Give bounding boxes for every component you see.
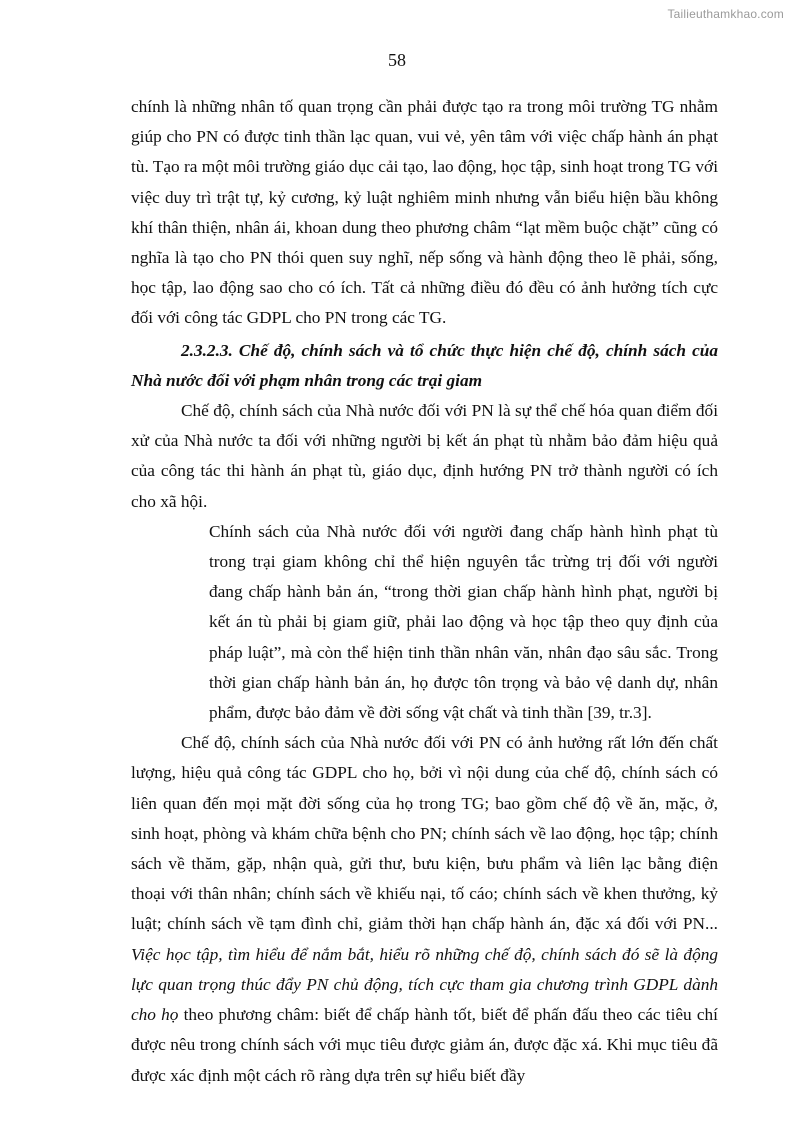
section-heading: 2.3.2.3. Chế độ, chính sách và tổ chức thực hiện chế độ, chính sách của Nhà nước đối với phạm nhân trong các trại giam bbox=[131, 340, 718, 390]
paragraph-text-part-1: Chế độ, chính sách của Nhà nước đối với PN có ảnh hưởng rất lớn đến chất lượng, hiệu quả công tác GDPL cho họ, bởi vì nội dung của chế độ, chính sách có liên quan đến mọi mặt đời sống của họ trong TG; bao gồm chế độ về ăn, mặc, ở, sinh hoạt, phòng và khám chữa bệnh cho PN; chính sách về lao động, học tập; chính sách về thăm, gặp, nhận quà, gửi thư, bưu kiện, bưu phẩm và liên lạc bằng điện thoại với thân nhân; chính sách về khiếu nại, tố cáo; chính sách về khen thưởng, kỷ luật; chính sách về tạm đình chỉ, giảm thời hạn chấp hành án, đặc xá đối với PN... bbox=[131, 733, 718, 934]
paragraph-policy-impact bbox=[131, 728, 718, 1090]
block-quote: Chính sách của Nhà nước đối với người đang chấp hành hình phạt tù trong trại giam không chỉ thể hiện nguyên tắc trừng trị đối với người đang chấp hành bản án, “trong thời gian chấp hành hình phạt, người bị kết án tù phải bị giam giữ, phải lao động và học tập theo quy định của pháp luật”, mà còn thể hiện tinh thần nhân văn, nhân đạo sâu sắc. Trong thời gian chấp hành bản án, họ được tôn trọng và bảo vệ danh dự, nhân phẩm, được bảo đảm về đời sống vật chất và tinh thần [39, tr.3]. bbox=[209, 521, 718, 723]
paragraph-continuation: chính là những nhân tố quan trọng cần phải được tạo ra trong môi trường TG nhằm giúp cho PN có được tinh thần lạc quan, vui vẻ, yên tâm với việc chấp hành án phạt tù. Tạo ra một môi trường giáo dục cải tạo, lao động, học tập, sinh hoạt trong TG với việc duy trì trật tự, kỷ cương, kỷ luật nghiêm minh nhưng vẫn biểu hiện bầu không khí thân thiện, nhân ái, khoan dung theo phương châm “lạt mềm buộc chặt” cũng có nghĩa là tạo cho PN thói quen suy nghĩ, nếp sống và hành động theo lẽ phải, sống, học tập, lao động sao cho có ích. Tất cả những điều đó đều có ảnh hưởng tích cực đối với công tác GDPL cho PN trong các TG. bbox=[131, 97, 718, 328]
paragraph-policy-intro: Chế độ, chính sách của Nhà nước đối với PN là sự thể chế hóa quan điểm đối xử của Nhà nước ta đối với những người bị kết án phạt tù nhằm bảo đảm hiệu quả của công tác thi hành án phạt tù, giáo dục, định hướng PN trở thành người có ích cho xã hội. bbox=[131, 401, 718, 511]
watermark: Tailieuthamkhao.com bbox=[667, 7, 784, 21]
paragraph-text-part-2: theo phương châm: biết để chấp hành tốt, biết để phấn đấu theo các tiêu chí được nêu trong chính sách với mục tiêu được giảm án, được đặc xá. Khi mục tiêu đã được xác định một cách rõ ràng dựa trên sự hiểu biết đầy bbox=[131, 1005, 718, 1085]
document-body bbox=[131, 92, 718, 1091]
page-number: 58 bbox=[388, 50, 406, 70]
paragraph-italic-text: Việc học tập, tìm hiểu để nắm bắt, hiểu rõ những chế độ, chính sách đó sẽ là động lực quan trọng thúc đẩy PN chủ động, tích cực tham gia chương trình GDPL dành cho họ bbox=[131, 944, 718, 1025]
